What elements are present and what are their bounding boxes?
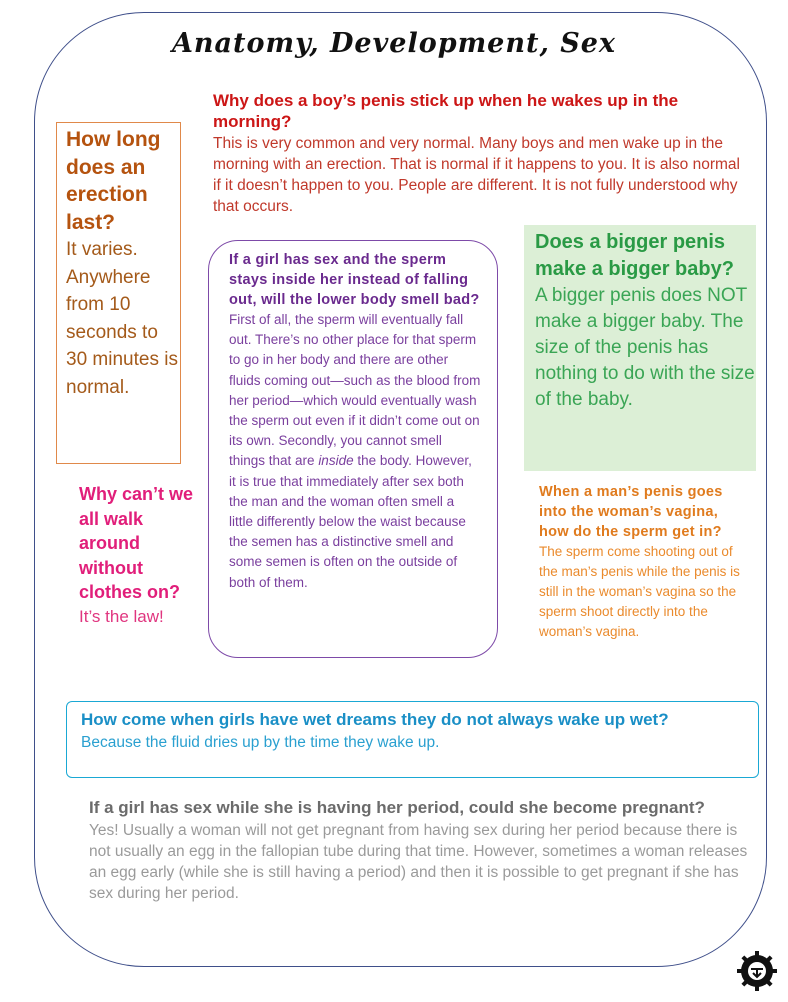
period-pregnancy-section [89, 797, 749, 904]
clothes-section [79, 482, 204, 629]
morning-answer: This is very common and very normal. Many boys and men wake up in the morning with an erection. That is normal if it happens to you. It is also normal if it doesn’t happen to you. People are different. It is not fully understood why that occurs. [213, 135, 740, 215]
teachers-pay-teachers-logo [736, 950, 778, 992]
sperm-entry-section [539, 482, 749, 642]
smell-question: If a girl has sex and the sperm stays inside her instead of falling out, will the lower body smell bad? [229, 252, 480, 308]
sperm-entry-question: When a man’s penis goes into the woman’s vagina, how do the sperm get in? [539, 484, 723, 540]
period-question: If a girl has sex while she is having her period, could she become pregnant? [89, 798, 705, 817]
wet-dreams-box [66, 701, 759, 778]
morning-erection-section [213, 90, 743, 217]
clothes-answer: It’s the law! [79, 606, 164, 626]
bigger-answer: A bigger penis does NOT make a bigger baby. The size of the penis has nothing to do with the size of the baby. [535, 285, 755, 410]
smell-box [208, 240, 498, 658]
erection-question: How long does an erection last? [66, 128, 161, 234]
bigger-question: Does a bigger penis make a bigger baby? [535, 231, 734, 280]
erection-answer: It varies. Anywhere from 10 seconds to 30 minutes is normal. [66, 239, 178, 398]
period-answer: Yes! Usually a woman will not get pregnant from having sex during her period because there is not usually an egg in the fallopian tube during that time. However, sometimes a woman releases an egg early (while she is still having a period) and then it is possible to get pregnant if she has sex during her period. [89, 822, 748, 902]
morning-question: Why does a boy’s penis stick up when he wakes up in the morning? [213, 91, 679, 131]
smell-answer-part2: the body. However, it is true that immediately after sex both the man and the woman often smell a little differently below the waist because the semen has a distinctive smell and some semen is often on the outside of both of them. [229, 453, 472, 590]
wet-dreams-question: How come when girls have wet dreams they do not always wake up wet? [81, 710, 669, 729]
sperm-entry-answer: The sperm come shooting out of the man’s penis while the penis is still in the woman’s vagina so the sperm shoot directly into the woman’s vagina. [539, 544, 740, 639]
smell-answer [229, 310, 481, 593]
bigger-penis-box [524, 225, 756, 471]
wet-dreams-answer: Because the fluid dries up by the time they wake up. [81, 734, 440, 751]
erection-duration-box [56, 122, 181, 464]
smell-answer-emphasis: inside [318, 453, 354, 469]
smell-answer-part1: First of all, the sperm will eventually fall out. There’s no other place for that sperm to go in her body and there are other fluids coming out—such as the blood from her period—which would eventually wash the sperm out even if it didn’t come out on its own. Secondly, you cannot smell things that are [229, 312, 481, 469]
clothes-question: Why can’t we all walk around without clothes on? [79, 484, 194, 602]
page-title: Anatomy, Development, Sex [171, 28, 617, 59]
